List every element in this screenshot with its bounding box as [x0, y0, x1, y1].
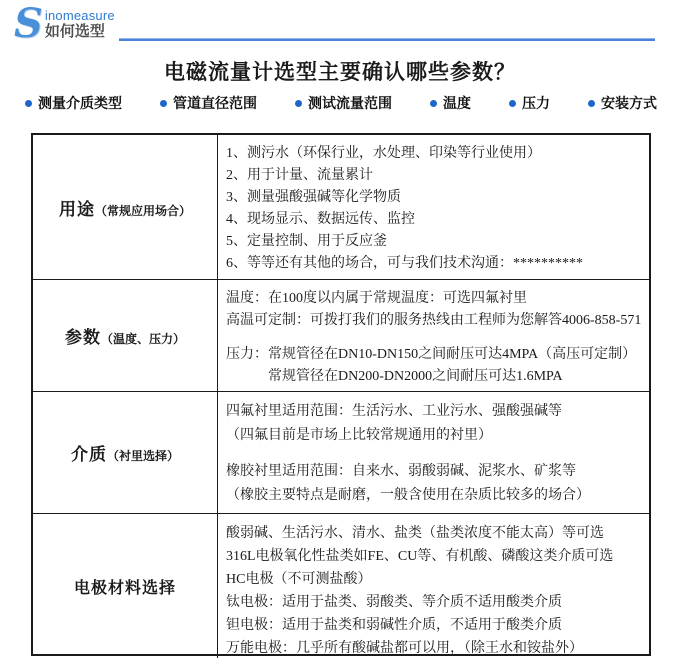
brand-logo — [14, 0, 119, 47]
row-content-medium — [218, 392, 649, 514]
row-title: 参数 — [64, 328, 101, 347]
logo-subtitle: 如何选型 — [44, 24, 105, 40]
text-line: 钽电极：适用于盐类和弱碱性介质，不适用于酸类介质 — [226, 618, 562, 633]
text-line: 1、测污水（环保行业，水处理、印染等行业使用） — [226, 146, 541, 161]
bullet-temperature — [430, 93, 471, 113]
text-line: 四氟衬里适用范围：生活污水、工业污水、强酸强碱等 — [226, 404, 562, 419]
page-title: 电磁流量计选型主要确认哪些参数？ — [164, 60, 516, 84]
text-line: 5、定量控制、用于反应釜 — [226, 234, 387, 249]
logo-s-icon: S — [14, 0, 43, 47]
bullet-label: 安装方式 — [601, 95, 657, 111]
bullet-label: 测试流量范围 — [308, 95, 392, 111]
text-line: 3、测量强酸强碱等化学物质 — [226, 190, 401, 205]
row-header-electrode — [33, 514, 218, 658]
text-line: 4、现场显示、数据远传、监控 — [226, 212, 415, 227]
text-line: （四氟目前是市场上比较常规通用的衬里） — [226, 428, 492, 443]
text-line: 6、等等还有其他的场合，可与我们技术沟通：********** — [226, 256, 583, 271]
bullet-dot-icon — [430, 100, 437, 107]
bullet-dot-icon — [160, 100, 167, 107]
parameter-bullet-row — [25, 93, 657, 113]
row-header-medium — [33, 392, 218, 514]
text-line: 钛电极：适用于盐类、弱酸类、等介质不适用酸类介质 — [226, 595, 562, 610]
row-content-electrode — [218, 514, 649, 658]
text-line: 酸弱碱、生活污水、清水、盐类（盐类浓度不能太高）等可选 — [226, 526, 604, 541]
bullet-pipe-diameter — [160, 93, 257, 113]
text-line: 压力：常规管径在DN10-DN150之间耐压可达4MPA（高压可定制） — [226, 347, 637, 362]
bullet-dot-icon — [25, 100, 32, 107]
row-content-parameters — [218, 280, 649, 392]
bullet-label: 测量介质类型 — [38, 95, 122, 111]
text-line: （橡胶主要特点是耐磨，一般含使用在杂质比较多的场合） — [226, 488, 590, 503]
row-title: 电极材料选择 — [73, 579, 176, 597]
text-line: 橡胶衬里适用范围：自来水、弱酸弱碱、泥浆水、矿浆等 — [226, 464, 576, 479]
bullet-medium-type — [25, 93, 122, 113]
text-line: 高温可定制：可拨打我们的服务热线由工程师为您解答4006-858-571 — [226, 313, 642, 328]
bullet-dot-icon — [588, 100, 595, 107]
text-line: 2、用于计量、流量累计 — [226, 168, 373, 183]
selection-table — [31, 133, 651, 656]
bullet-flow-range — [295, 93, 392, 113]
text-line: 万能电极：几乎所有酸碱盐都可以用，（除王水和铵盐外） — [226, 641, 583, 656]
text-line: 常规管径在DN200-DN2000之间耐压可达1.6MPA — [226, 369, 563, 384]
row-note: （衬里选择） — [106, 449, 179, 463]
row-note: （温度、压力） — [100, 332, 185, 346]
bullet-label: 压力 — [522, 95, 550, 111]
bullet-dot-icon — [509, 100, 516, 107]
text-line — [226, 448, 643, 460]
row-content-usage — [218, 135, 649, 280]
bullet-label: 管道直径范围 — [173, 95, 257, 111]
logo-brand-name: inomeasure — [44, 8, 115, 23]
bullet-label: 温度 — [443, 95, 471, 111]
row-title: 用途 — [58, 199, 95, 219]
row-header-usage — [33, 135, 218, 280]
bullet-installation — [588, 93, 657, 113]
bullet-pressure — [509, 93, 550, 113]
row-title: 介质 — [70, 445, 107, 464]
text-line — [226, 332, 643, 344]
bullet-dot-icon — [295, 100, 302, 107]
text-line: 温度：在100度以内属于常规温度：可选四氟衬里 — [226, 291, 527, 306]
text-line: 316L电极氧化性盐类如FE、CU等、有机酸、磷酸这类介质可选 — [226, 549, 614, 564]
row-header-parameters — [33, 280, 218, 392]
header-divider — [42, 38, 655, 41]
text-line: HC电极（不可测盐酸） — [226, 572, 372, 587]
row-note: （常规应用场合） — [94, 203, 191, 218]
